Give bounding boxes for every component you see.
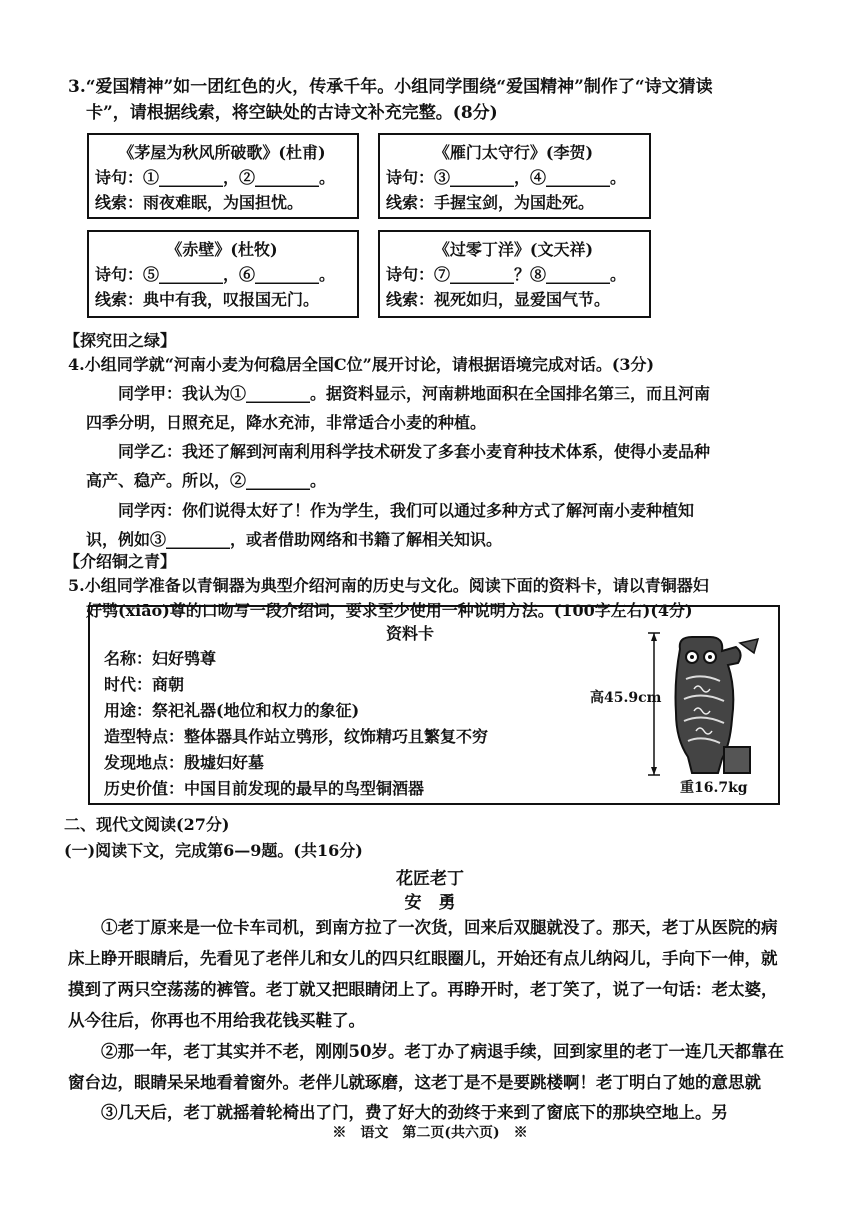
q4-dialogue-c2: 识，例如③________，或者借助网络和书籍了解相关知识。	[86, 530, 503, 549]
section-field-heading: 【探究田之绿】	[64, 331, 177, 350]
poem-card-verse: 诗句：⑤________，⑥________。	[95, 265, 336, 284]
poem-card-clue: 线索：视死如归，显爱国气节。	[386, 290, 611, 309]
data-card-item: 名称：妇好鸮尊	[104, 649, 217, 668]
story-author: 安 勇	[404, 893, 456, 913]
q3-line1: 3.“爱国精神”如一团红色的火，传承千年。小组同学围绕“爱国精神”制作了“诗文猜读	[68, 77, 713, 97]
poem-card-title: 《茅屋为秋风所破歌》(杜甫)	[118, 143, 326, 162]
data-card-item: 历史价值：中国目前发现的最早的鸟型铜酒器	[104, 779, 425, 798]
q4-dialogue-b1: 同学乙：我还了解到河南利用科学技术研发了多套小麦育种技术体系，使得小麦品种	[118, 442, 711, 461]
q5-line1: 5.小组同学准备以青铜器为典型介绍河南的历史与文化。阅读下面的资料卡，请以青铜器妇	[68, 576, 709, 595]
poem-card-verse: 诗句：⑦________？⑧________。	[386, 265, 627, 284]
story-paragraph-3: ③几天后，老丁就摇着轮椅出了门，费了好大的劲终于来到了窗底下的那块空地上。另	[101, 1103, 728, 1122]
poem-card-title: 《赤壁》(杜牧)	[166, 240, 278, 259]
story-title: 花匠老丁	[396, 869, 464, 889]
q4-dialogue-b2: 高产、稳产。所以，②________。	[86, 471, 327, 490]
poem-card-4	[378, 230, 651, 318]
q4-dialogue-c1: 同学丙：你们说得太好了！作为学生，我们可以通过多种方式了解河南小麦种植知	[118, 501, 695, 520]
data-card-item: 造型特点：整体器具作站立鸮形，纹饰精巧且繁复不穷	[104, 727, 489, 746]
data-card-item: 用途：祭祀礼器(地位和权力的象征)	[104, 701, 360, 720]
data-card-title: 资料卡	[386, 624, 435, 643]
q4-dialogue-a2: 四季分明，日照充足，降水充沛，非常适合小麦的种植。	[86, 413, 487, 432]
q5-line2: 好鸮(xiāo)尊的口吻写一段介绍词，要求至少使用一种说明方法。(100字左右)(4分)	[86, 601, 693, 620]
part2-subheading: (一)阅读下文，完成第6—9题。(共16分)	[64, 841, 363, 860]
data-card-item: 发现地点：殷墟妇好墓	[104, 753, 265, 772]
data-card	[88, 605, 780, 805]
poem-card-2	[378, 133, 651, 219]
story-paragraph-1: ①老丁原来是一位卡车司机，到南方拉了一次货，回来后双腿就没了。那天，老丁从医院的病床上睁开眼睛后，先看见了老伴儿和女儿的四只红眼圈儿，开始还有点儿纳闷儿，手向下一伸，就摸到了两只空荡荡的裤管。老丁就又把眼睛闭上了。再睁开时，老丁笑了，说了一句话：老太婆，从今往后，你再也不用给我花钱买鞋了。	[68, 918, 778, 1030]
poem-card-clue: 线索：雨夜难眠，为国担忧。	[95, 193, 304, 212]
poem-card-title: 《雁门太守行》(李贺)	[433, 143, 594, 162]
poem-card-verse: 诗句：①________，②________。	[95, 168, 336, 187]
data-card-item: 时代：商朝	[104, 675, 185, 694]
part2-heading: 二、现代文阅读(27分)	[64, 815, 230, 834]
height-label: 高45.9cm	[590, 690, 662, 706]
section-bronze-heading: 【介绍铜之青】	[64, 552, 177, 571]
poem-card-clue: 线索：手握宝剑，为国赴死。	[386, 193, 595, 212]
poem-card-1	[87, 133, 359, 219]
poem-card-clue: 线索：典中有我，叹报国无门。	[95, 290, 320, 309]
q4-line1: 4.小组同学就“河南小麦为何稳居全国C位”展开讨论，请根据语境完成对话。(3分)	[68, 355, 655, 374]
poem-card-verse: 诗句：③________，④________。	[386, 168, 627, 187]
q3-line2: 卡”，请根据线索，将空缺处的古诗文补充完整。(8分)	[86, 103, 498, 123]
poem-card-3	[87, 230, 359, 318]
owl-zun-illustration	[640, 629, 770, 779]
poem-card-title: 《过零丁洋》(文天祥)	[433, 240, 594, 259]
weight-label: 重16.7kg	[680, 780, 748, 796]
q4-dialogue-a1: 同学甲：我认为①________。据资料显示，河南耕地面积在全国排名第三，而且河南	[118, 384, 711, 403]
page-footer: ※ 语文 第二页(共六页) ※	[332, 1125, 528, 1141]
story-paragraph-2: ②那一年，老丁其实并不老，刚刚50岁。老丁办了病退手续，回到家里的老丁一连几天都靠在窗台边，眼睛呆呆地看着窗外。老伴儿就琢磨，这老丁是不是要跳楼啊！老丁明白了她的意思就	[68, 1042, 784, 1092]
